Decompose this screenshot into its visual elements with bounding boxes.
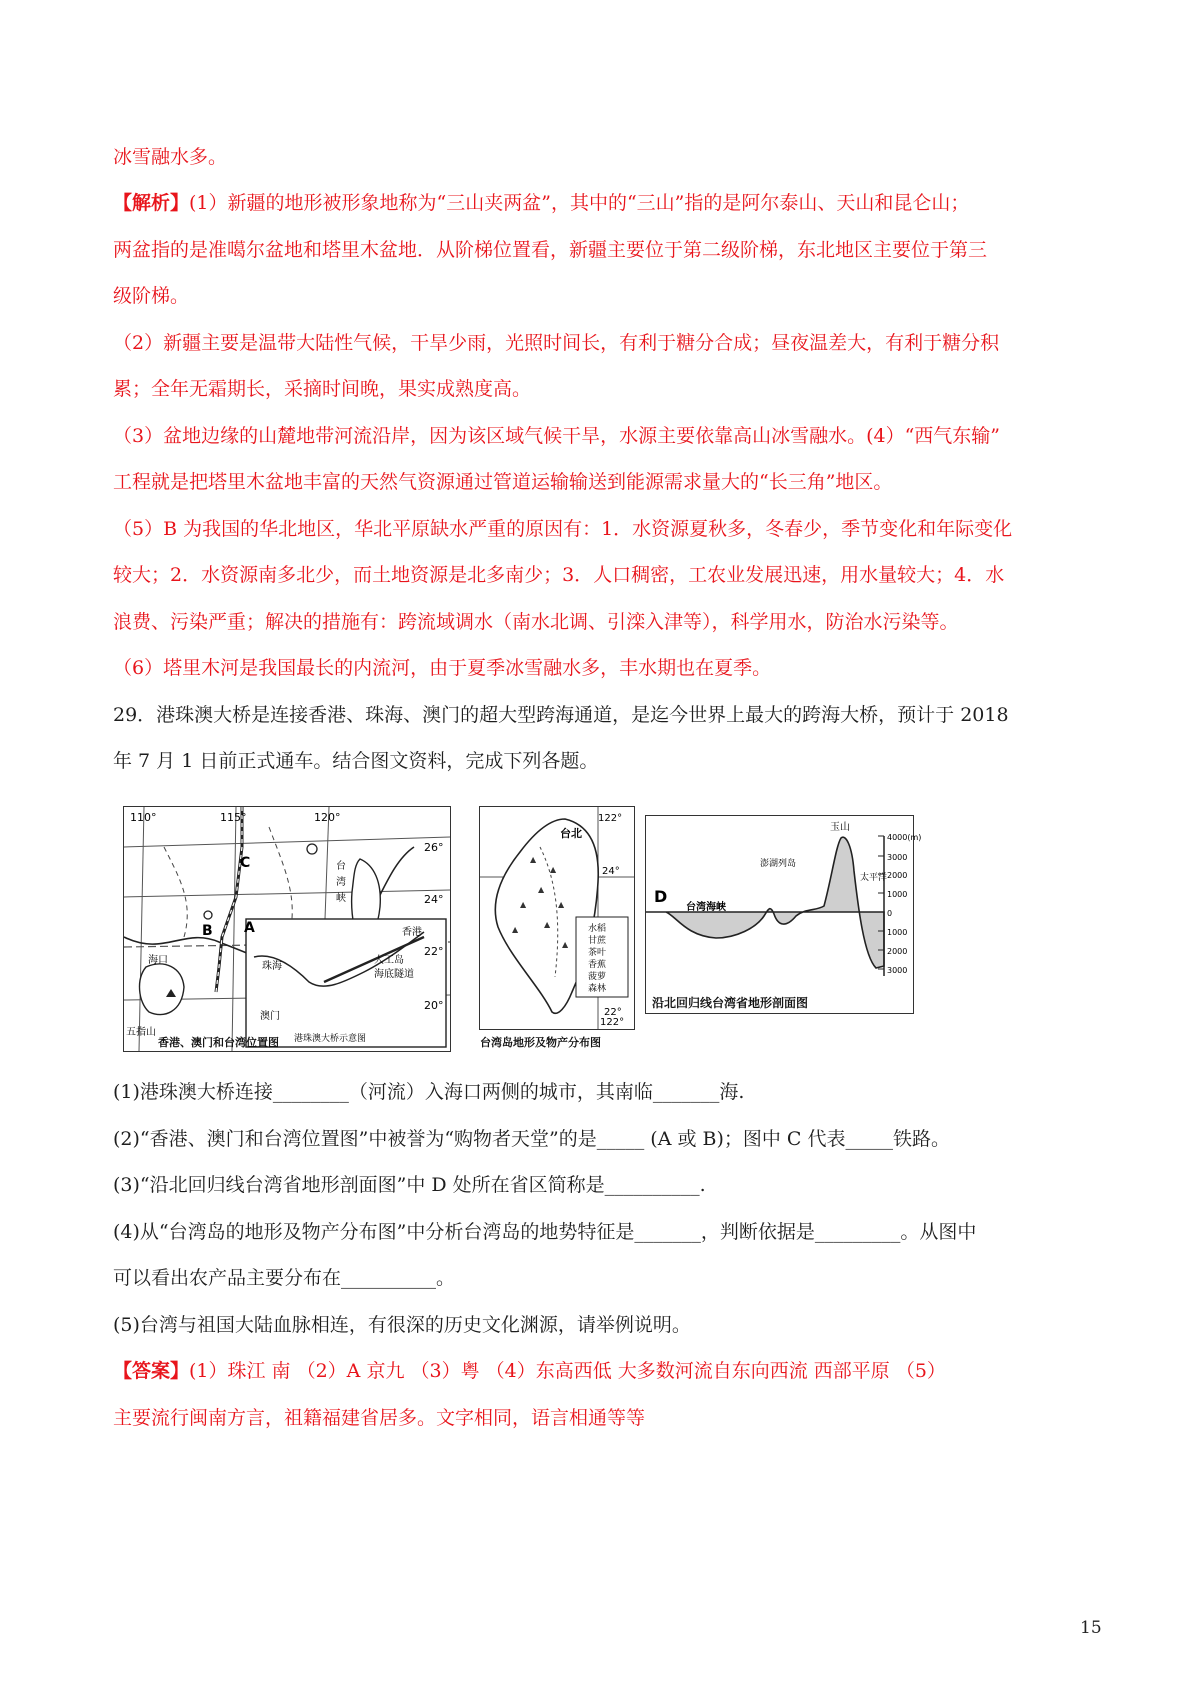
label-d: D — [654, 887, 668, 906]
lon-120-label: 120° — [314, 811, 341, 824]
question-4-line-2: 可以看出农产品主要分布在__________。 — [113, 1267, 456, 1289]
question-2: (2)“香港、澳门和台湾位置图”中被誉为“购物者天堂”的是_____ (A 或 B)；图中 C 代表_____铁路。 — [113, 1128, 951, 1150]
question-4-line-1: (4)从“台湾岛的地形及物产分布图”中分析台湾岛的地势特征是_______，判断依据是_________。从图中 — [113, 1221, 977, 1243]
map1-caption: 香港、澳门和台湾位置图 — [158, 1036, 279, 1049]
inset-zhuhai-label: 珠海 — [262, 961, 282, 972]
label-penghu: 澎湖列岛 — [760, 859, 797, 869]
tick-1000: 1000 — [887, 890, 908, 899]
analysis-line-8: （5）B 为我国的华北地区，华北平原缺水严重的原因有：1．水资源夏秋多，冬春少，季节变化和年际变化 — [113, 518, 1013, 540]
inset-macau-label: 澳门 — [260, 1011, 280, 1022]
map2-lon-bottom-label: 122° — [600, 1017, 625, 1028]
analysis-line-11: （6）塔里木河是我国最长的内流河，由于夏季冰雪融水多，丰水期也在夏季。 — [113, 657, 772, 679]
question-5: (5)台湾与祖国大陆血脉相连，有很深的历史文化渊源，请举例说明。 — [113, 1314, 691, 1336]
lat-26-label: 26° — [424, 841, 444, 854]
taipei-label: 台北 — [560, 827, 582, 840]
lat-24-label: 24° — [424, 893, 444, 906]
tick-neg-3000: 3000 — [887, 966, 908, 975]
answer-line-2: 主要流行闽南方言，祖籍福建省居多。文字相同，语言相通等等 — [113, 1407, 646, 1429]
legend-tea: 茶叶 — [588, 948, 607, 958]
svg-text:▲: ▲ — [550, 865, 557, 874]
lon-115-label: 115° — [220, 811, 247, 824]
svg-text:▲: ▲ — [520, 900, 527, 909]
map2-lat-24-label: 24° — [602, 866, 620, 877]
tick-4000: 4000(m) — [887, 833, 922, 842]
question-3: (3)“沿北回归线台湾省地形剖面图”中 D 处所在省区简称是__________. — [113, 1174, 706, 1196]
point-c-label: C — [240, 855, 251, 871]
analysis-line-5: 累；全年无霜期长，采摘时间晚，果实成熟度高。 — [113, 378, 532, 400]
analysis-line-2: 两盆指的是准噶尔盆地和塔里木盆地．从阶梯位置看，新疆主要位于第二级阶梯，东北地区主要位于第三 — [113, 239, 988, 261]
answer-tag: 【答案】 — [113, 1360, 190, 1382]
wuzhishan-label: 五指山 — [126, 1027, 156, 1038]
map2-caption: 台湾岛地形及物产分布图 — [480, 1036, 601, 1049]
map2-lat-22-label: 22° — [604, 1007, 622, 1018]
taiwan-strait-label-2: 湾 — [336, 877, 346, 888]
hk-macau-taiwan-map — [123, 806, 451, 1052]
map2-drawing — [480, 807, 634, 1029]
question-29-line-1: 29．港珠澳大桥是连接香港、珠海、澳门的超大型跨海通道，是迄今世界上最大的跨海大桥，预计于 2018 — [113, 704, 1009, 726]
svg-text:▲: ▲ — [544, 920, 551, 929]
legend-pineapple: 菠萝 — [588, 972, 607, 982]
inset-artificial-island-label: 人工岛 — [374, 955, 404, 966]
label-yushan: 玉山 — [830, 822, 850, 833]
lat-20-label: 20° — [424, 999, 444, 1012]
legend-banana: 香蕉 — [588, 960, 607, 970]
analysis-tag: 【解析】 — [113, 192, 190, 214]
page-number: 15 — [1080, 1618, 1102, 1638]
svg-text:▲: ▲ — [530, 855, 537, 864]
profile-drawing — [646, 816, 922, 1013]
analysis-line-9: 较大；2．水资源南多北少，而土地资源是北多南少；3．人口稠密，工农业发展迅速，用水量较大；4．水 — [113, 564, 1005, 586]
profile-caption: 沿北回归线台湾省地形剖面图 — [652, 996, 809, 1010]
tick-2000: 2000 — [887, 871, 908, 880]
analysis-line-6: （3）盆地边缘的山麓地带河流沿岸，因为该区域气候干旱，水源主要依靠高山冰雪融水。(4）“西气东输” — [113, 425, 1001, 447]
taiwan-strait-label-3: 峡 — [336, 893, 346, 904]
haikou-label: 海口 — [148, 955, 168, 966]
label-taiwan-strait: 台湾海峡 — [686, 902, 726, 913]
tick-neg-1000: 1000 — [887, 928, 908, 937]
map2-lon-top-label: 122° — [598, 813, 623, 824]
legend-rice: 水稻 — [588, 924, 607, 934]
analysis-line-10: 浪费、污染严重；解决的措施有：跨流域调水（南水北调、引滦入津等），科学用水，防治水污染等。 — [113, 611, 959, 633]
analysis-line-1: 【解析】(1）新疆的地形被形象地称为“三山夹两盆”，其中的“三山”指的是阿尔泰山、天山和昆仑山； — [113, 192, 970, 214]
svg-text:▲: ▲ — [512, 925, 519, 934]
taiwan-terrain-products-map — [479, 806, 635, 1030]
point-b-label: B — [202, 923, 213, 939]
point-a-label: A — [244, 920, 255, 936]
analysis-line-3: 级阶梯。 — [113, 285, 190, 307]
label-pacific: 太平洋 — [860, 873, 888, 883]
question-29-line-2: 年 7 月 1 日前正式通车。结合图文资料，完成下列各题。 — [113, 750, 599, 772]
inset-hongkong-label: 香港 — [402, 927, 422, 938]
taiwan-terrain-profile — [645, 815, 922, 1014]
taiwan-strait-label-1: 台 — [336, 861, 346, 872]
lon-110-label: 110° — [130, 811, 157, 824]
analysis-line-7: 工程就是把塔里木盆地丰富的天然气资源通过管道运输输送到能源需求量大的“长三角”地区。 — [113, 471, 893, 493]
svg-text:▲: ▲ — [562, 940, 569, 949]
tick-3000: 3000 — [887, 853, 908, 862]
tick-0: 0 — [887, 909, 893, 918]
analysis-line-4: （2）新疆主要是温带大陆性气候，干旱少雨，光照时间长，有利于糖分合成；昼夜温差大，有利于糖分积 — [113, 332, 1000, 354]
legend-forest: 森林 — [588, 984, 607, 994]
question-1: (1)港珠澳大桥连接________（河流）入海口两侧的城市，其南临_______海. — [113, 1081, 745, 1103]
tick-neg-2000: 2000 — [887, 947, 908, 956]
svg-text:▲: ▲ — [538, 885, 545, 894]
answer-continuation: 冰雪融水多。 — [113, 146, 228, 168]
inset-caption: 港珠澳大桥示意图 — [294, 1034, 367, 1044]
map1-drawing — [124, 807, 450, 1051]
lat-22-label: 22° — [424, 945, 444, 958]
svg-text:▲: ▲ — [558, 900, 565, 909]
inset-tunnel-label: 海底隧道 — [374, 969, 414, 980]
answer-line-1: 【答案】(1）珠江 南 （2）A 京九 （3）粤 （4）东高西低 大多数河流自东向西流 西部平原 （5） — [113, 1360, 946, 1382]
legend-sugarcane: 甘蔗 — [588, 936, 607, 946]
